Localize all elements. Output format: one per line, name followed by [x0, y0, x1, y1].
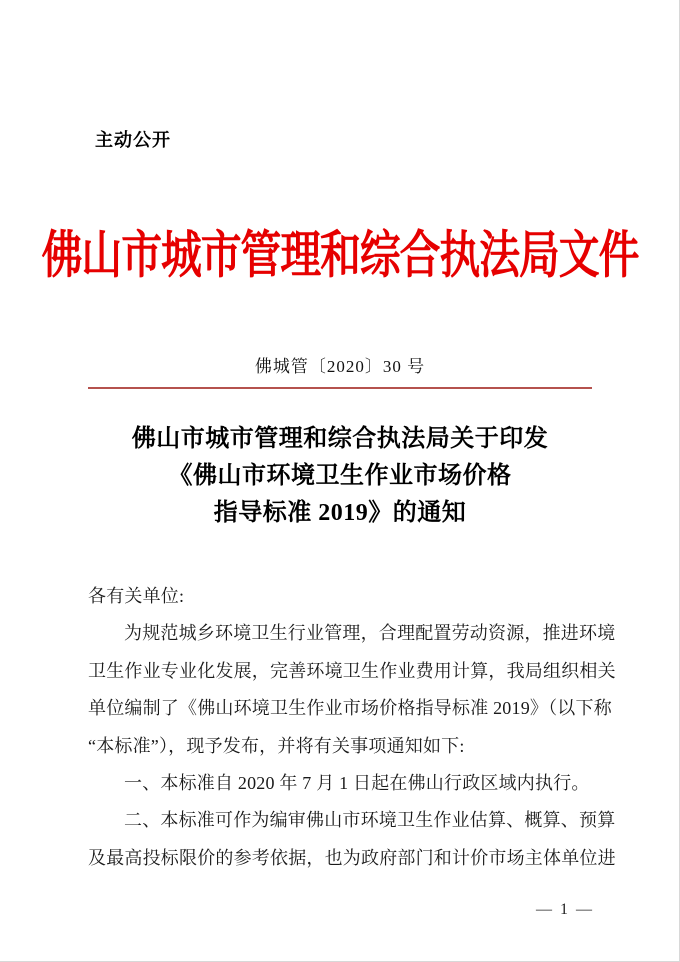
- document-body: [88, 578, 616, 877]
- doc-number: 佛城管〔2020〕30 号: [254, 357, 426, 376]
- classification-label: 主动公开: [95, 130, 171, 150]
- body-line: 卫生作业专业化发展，完善环境卫生作业费用计算，我局组织相关: [88, 660, 616, 681]
- body-line-salutation: 各有关单位:: [88, 586, 185, 606]
- body-line: 单位编制了《佛山环境卫生作业市场价格指导标准 2019》（以下称: [88, 698, 612, 719]
- body-line-item-1: 一、本标准自 2020 年 7 月 1 日起在佛山行政区域内执行。: [124, 773, 590, 794]
- letterhead-title: 佛山市城市管理和综合执法局文件: [41, 226, 639, 285]
- notice-title-line-3: 指导标准 2019》的通知: [213, 500, 467, 526]
- body-line: 及最高投标限价的参考依据，也为政府部门和计价市场主体单位进: [88, 847, 616, 868]
- body-line: 为规范城乡环境卫生行业管理，合理配置劳动资源，推进环境: [124, 623, 616, 644]
- page-number: — 1 —: [536, 901, 594, 918]
- red-divider-line: [88, 387, 592, 389]
- notice-title-line-1: 佛山市城市管理和综合执法局关于印发: [131, 426, 549, 452]
- notice-title-line-2: 《佛山市环境卫生作业市场价格: [168, 463, 512, 489]
- body-line-item-2: 二、本标准可作为编审佛山市环境卫生作业估算、概算、预算: [124, 810, 616, 831]
- body-line: “本标准”），现予发布，并将有关事项通知如下:: [88, 735, 465, 756]
- notice-title: [0, 421, 680, 532]
